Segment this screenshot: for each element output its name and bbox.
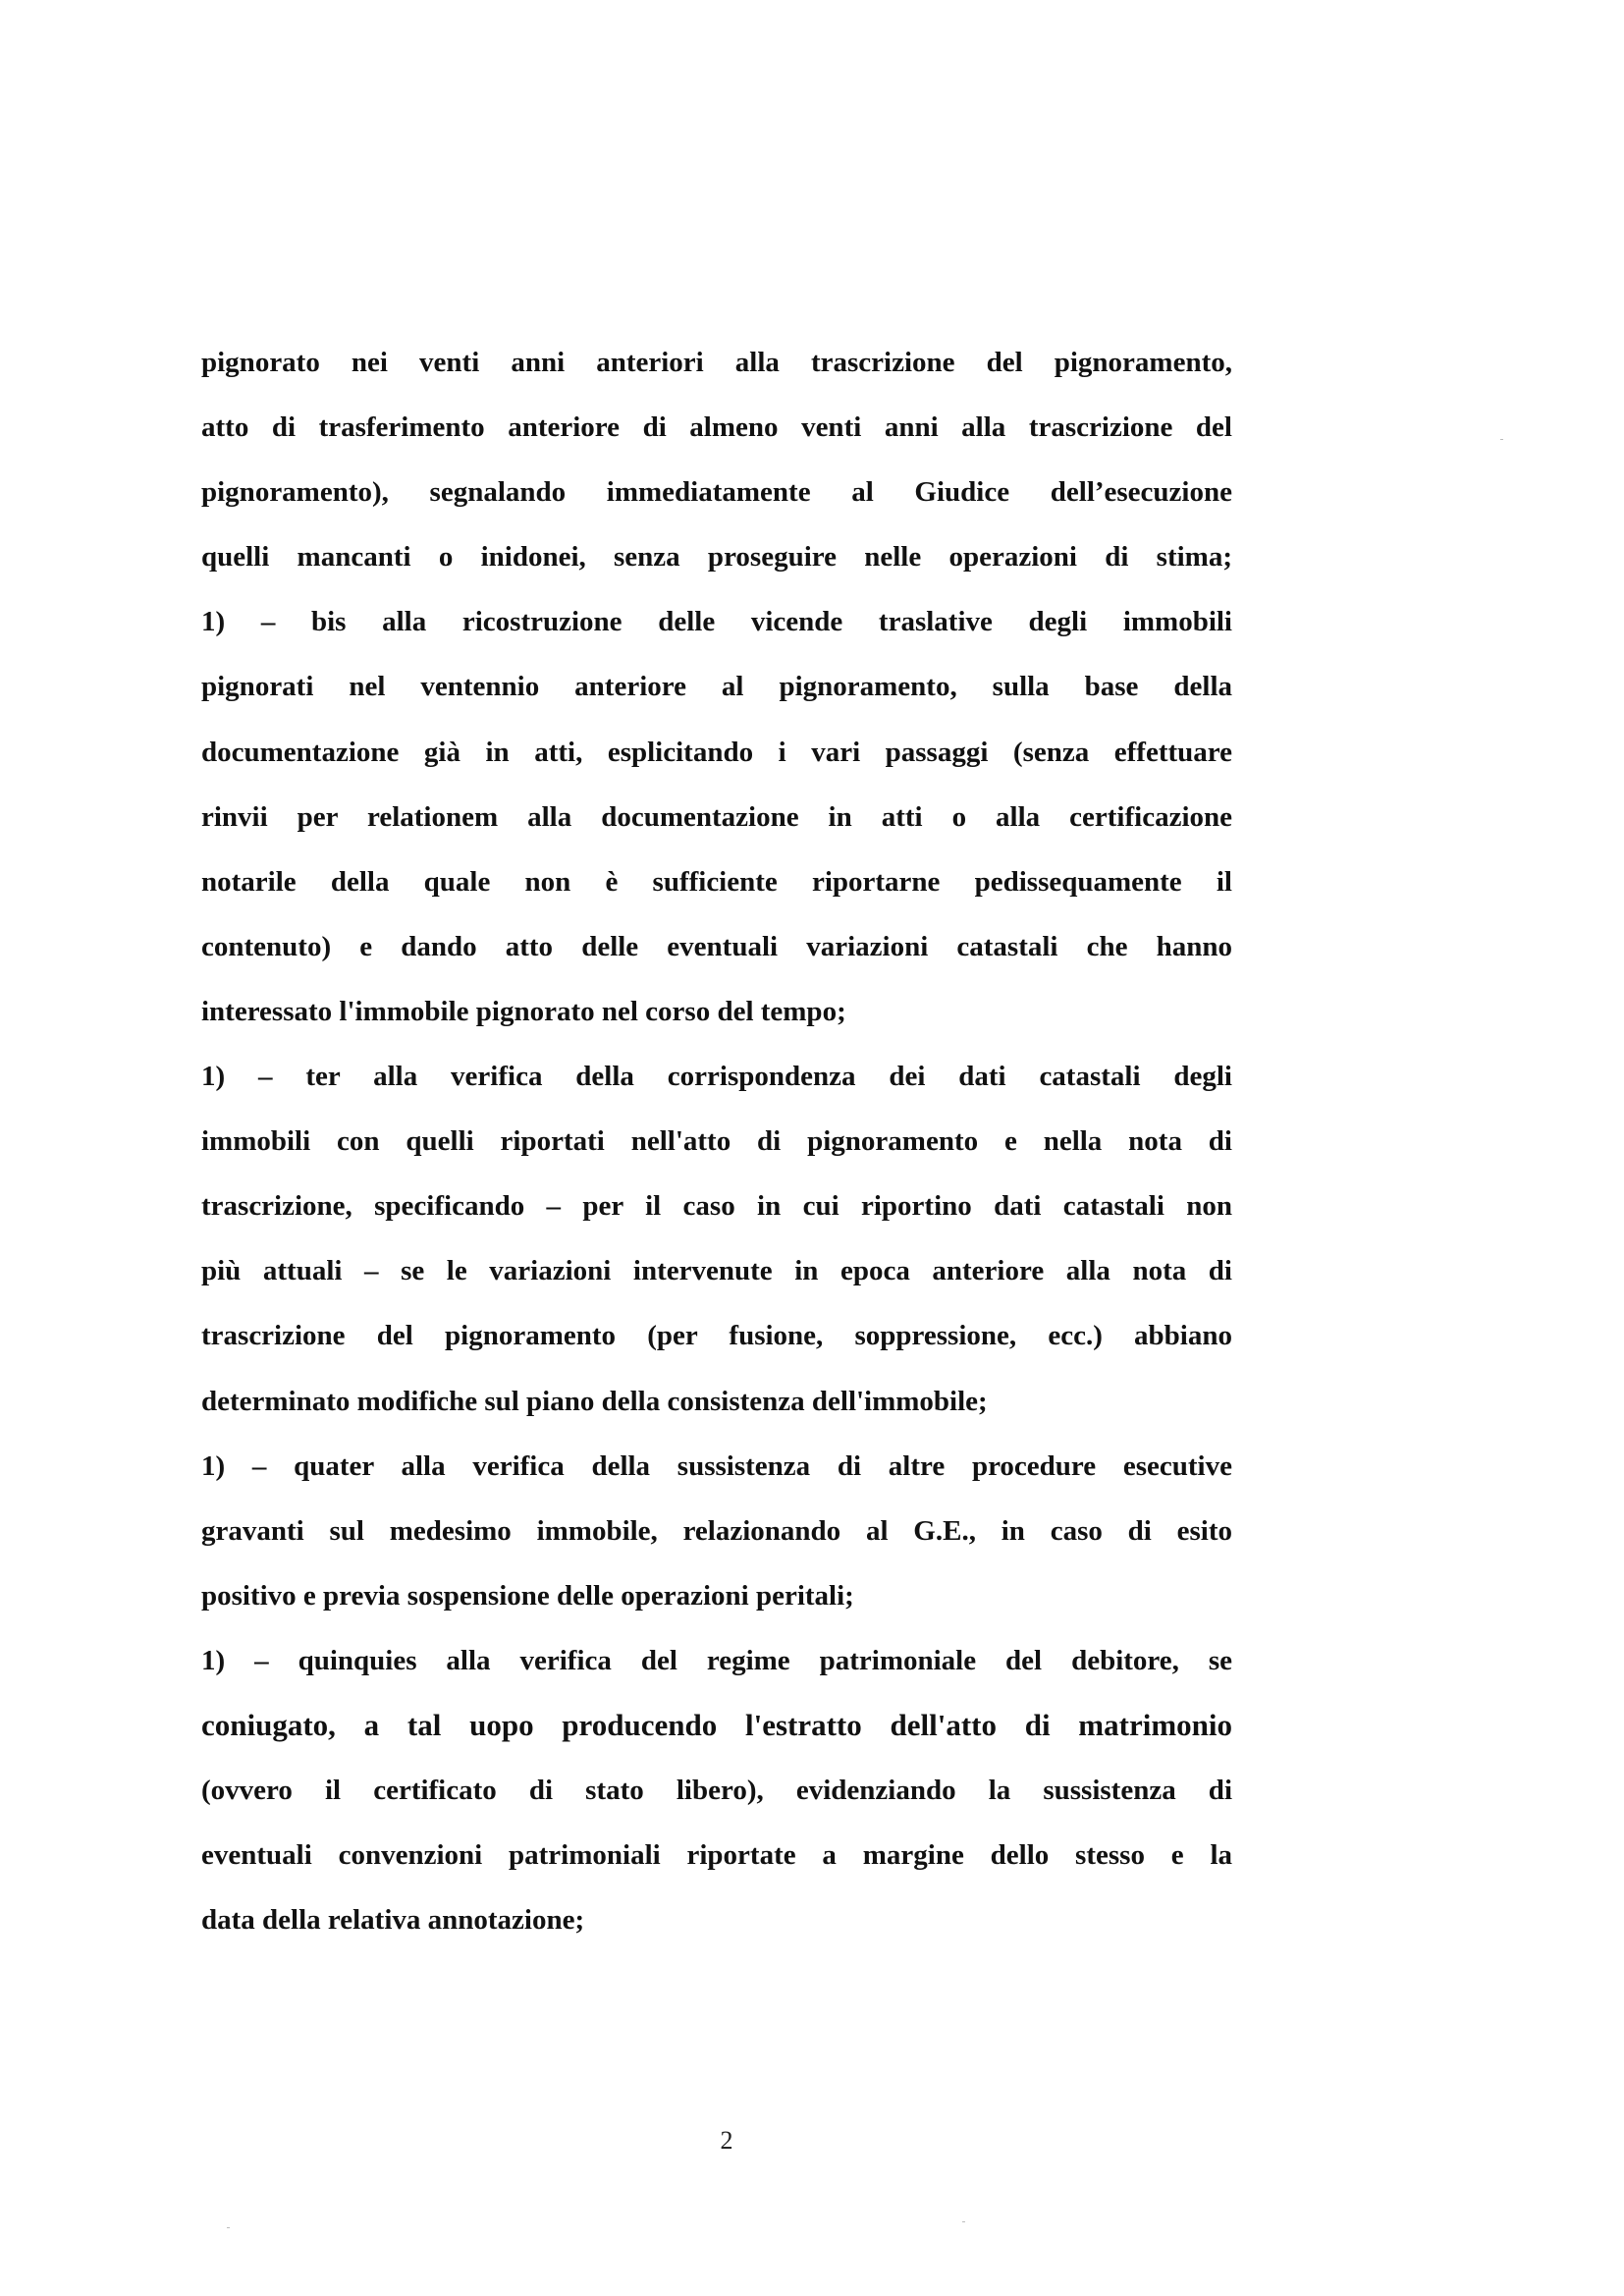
text-line: 1) – quater alla verifica della sussistenza di altre procedure esecutive — [201, 1449, 1232, 1482]
text-line: trascrizione, specificando – per il caso in cui riportino dati catastali non — [201, 1190, 1232, 1223]
text-line: (ovvero il certificato di stato libero), evidenziando la sussistenza di — [201, 1775, 1232, 1807]
text-line: 1) – ter alla verifica della corrispondenza dei dati catastali degli — [201, 1061, 1232, 1093]
text-line: quelli mancanti o inidonei, senza proseguire nelle operazioni di stima; — [201, 541, 1232, 574]
text-line: pignorati nel ventennio anteriore al pignoramento, sulla base della — [201, 671, 1232, 703]
text-line: interessato l'immobile pignorato nel corso del tempo; — [201, 995, 846, 1027]
body-text — [201, 330, 1232, 1952]
text-line: pignorato nei venti anni anteriori alla trascrizione del pignoramento, — [201, 347, 1232, 378]
text-line: 1) – quinquies alla verifica del regime patrimoniale del debitore, se — [201, 1644, 1232, 1676]
text-line: documentazione già in atti, esplicitando i vari passaggi (senza effettuare — [201, 736, 1232, 768]
text-line: rinvii per relationem alla documentazione in atti o alla certificazione — [201, 800, 1232, 833]
text-line: determinato modifiche sul piano della consistenza dell'immobile; — [201, 1385, 988, 1417]
text-line: eventuali convenzioni patrimoniali riportate a margine dello stesso e la — [201, 1839, 1232, 1872]
text-line: più attuali – se le variazioni intervenute in epoca anteriore alla nota di — [201, 1255, 1232, 1287]
text-line: atto di trasferimento anteriore di almeno venti anni alla trascrizione del — [201, 411, 1232, 444]
scan-speck — [1500, 439, 1503, 440]
scan-speck — [962, 2221, 965, 2222]
text-line: notarile della quale non è sufficiente riportarne pedissequamente il — [201, 865, 1232, 898]
text-line: contenuto) e dando atto delle eventuali variazioni catastali che hanno — [201, 930, 1232, 962]
text-line: 1) – bis alla ricostruzione delle vicende traslative degli immobili — [201, 606, 1232, 638]
text-line: data della relativa annotazione; — [201, 1904, 585, 1937]
text-line: trascrizione del pignoramento (per fusione, soppressione, ecc.) abbiano — [201, 1320, 1232, 1352]
text-line: immobili con quelli riportati nell'atto di pignoramento e nella nota di — [201, 1125, 1232, 1158]
page-number: 2 — [720, 2126, 733, 2155]
text-line: coniugato, a tal uopo producendo l'estratto dell'atto di matrimonio — [201, 1707, 1232, 1742]
text-line: pignoramento), segnalando immediatamente al Giudice dell’esecuzione — [201, 476, 1232, 509]
text-line: positivo e previa sospensione delle operazioni peritali; — [201, 1579, 854, 1612]
text-line: gravanti sul medesimo immobile, relazionando al G.E., in caso di esito — [201, 1514, 1232, 1547]
scan-speck — [227, 2227, 230, 2228]
